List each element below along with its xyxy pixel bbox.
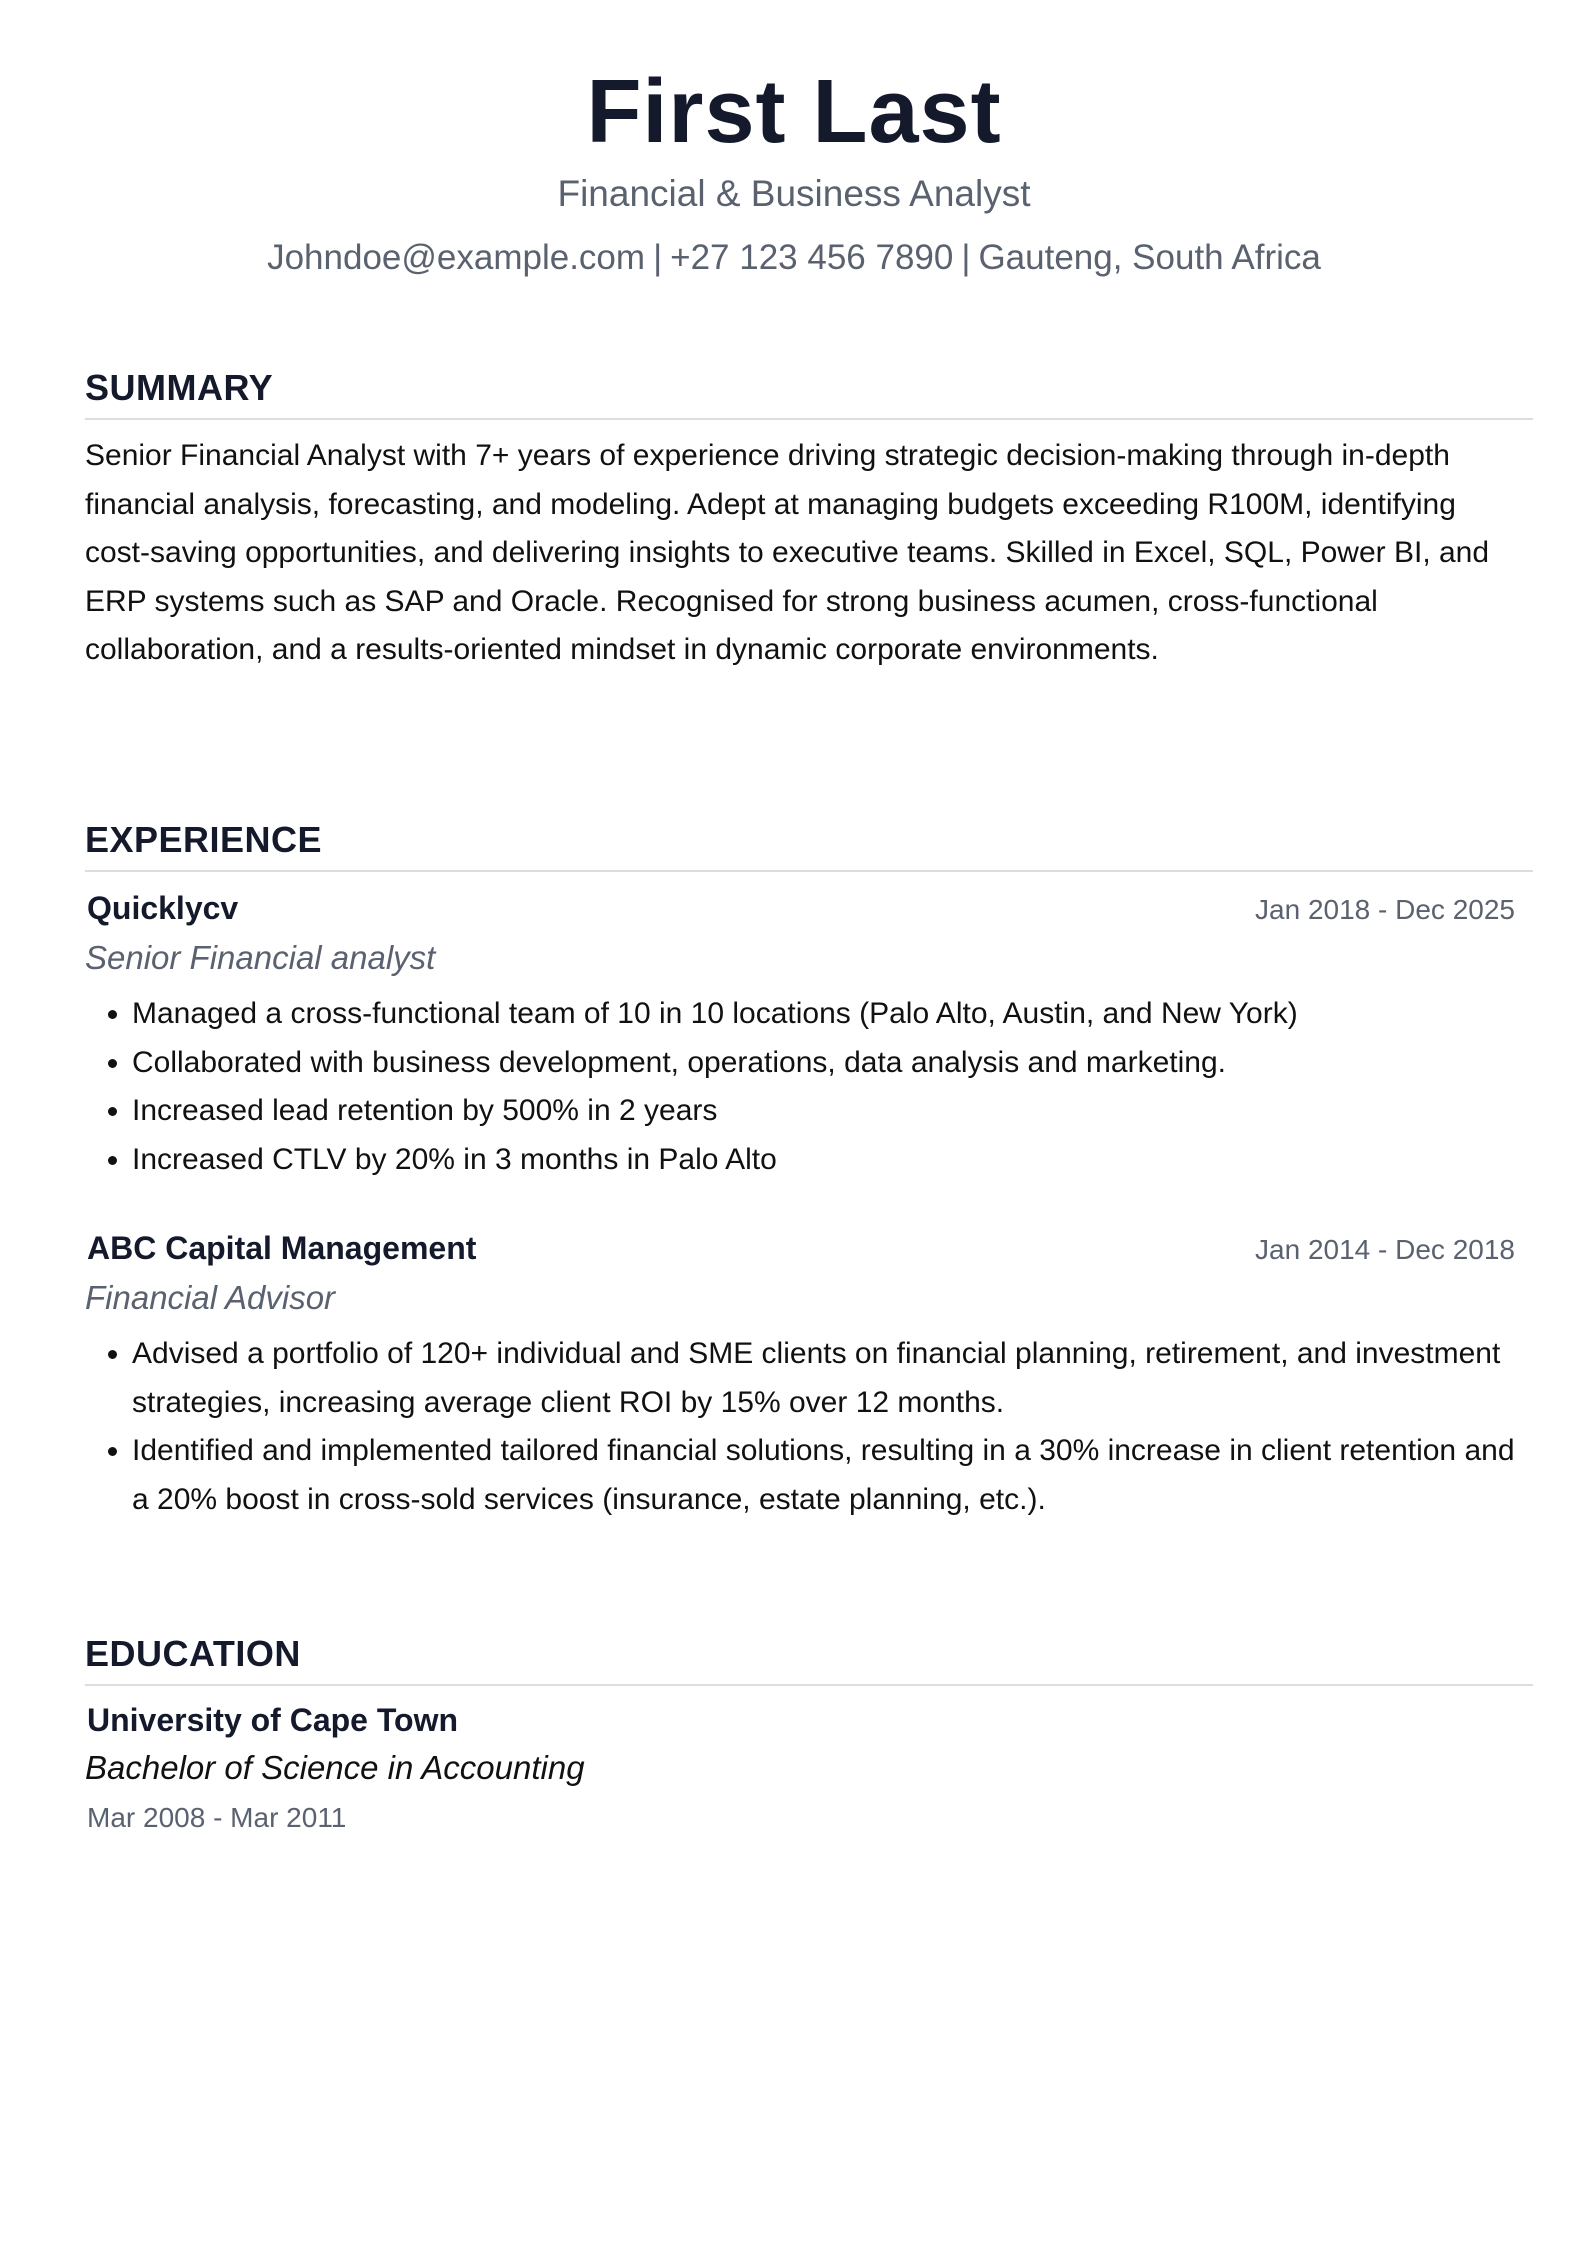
education-dates: Mar 2008 - Mar 2011 [87, 1802, 347, 1833]
job-title: Senior Financial analyst [85, 939, 436, 976]
employment-dates: Jan 2018 - Dec 2025 [1255, 894, 1515, 925]
responsibility-item: • Collaborated with business development, operations, data analysis and marketing. [132, 1039, 1518, 1088]
section-divider [85, 870, 1533, 872]
summary-section [85, 366, 1518, 675]
degree-name: Bachelor of Science in Accounting [85, 1749, 585, 1786]
company-name: ABC Capital Management [87, 1230, 477, 1266]
responsibility-item: • Increased lead retention by 500% in 2 years [132, 1087, 1518, 1136]
responsibility-item: • Identified and implemented tailored financial solutions, resulting in a 30% increase in client retention and a 20% boost in cross-sold services (insurance, estate planning, etc.). [132, 1427, 1518, 1524]
contact-line [85, 236, 1503, 280]
education-heading: EDUCATION [85, 1633, 301, 1674]
experience-entry [85, 886, 1518, 1184]
school-name: University of Cape Town [87, 1702, 459, 1738]
responsibility-item: • Advised a portfolio of 120+ individual and SME clients on financial planning, retirement, and investment strategies, increasing average client ROI by 15% over 12 months. [132, 1330, 1518, 1427]
experience-entry-header [85, 886, 1518, 932]
candidate-name: First Last [586, 62, 1002, 162]
contact-separator: | [961, 238, 971, 277]
experience-entry [85, 1226, 1518, 1524]
experience-entry-header [85, 1226, 1518, 1272]
education-section [85, 1632, 1518, 1838]
summary-text: Senior Financial Analyst with 7+ years of experience driving strategic decision-making through in-depth financial analysis, forecasting, and modeling. Adept at managing budgets exceeding R100M, identifying cost-saving opportunities, and delivering insights to executive teams. Skilled in Excel, SQL, Power BI, and ERP systems such as SAP and Oracle. Recognised for strong business acumen, cross-functional collaboration, and a results-oriented mindset in dynamic corporate environments. [85, 439, 1490, 666]
employment-dates: Jan 2014 - Dec 2018 [1255, 1234, 1515, 1265]
section-divider [85, 418, 1533, 420]
job-title: Financial Advisor [85, 1279, 336, 1316]
responsibility-item: • Managed a cross-functional team of 10 in 10 locations (Palo Alto, Austin, and New York) [132, 990, 1518, 1039]
experience-section [85, 818, 1518, 1524]
contact-email: Johndoe@example.com [267, 238, 646, 277]
responsibility-list [85, 1330, 1518, 1524]
experience-heading: EXPERIENCE [85, 819, 323, 860]
section-divider [85, 1684, 1533, 1686]
contact-location: Gauteng, South Africa [978, 238, 1321, 277]
candidate-headline: Financial & Business Analyst [557, 173, 1031, 214]
company-name: Quicklycv [87, 890, 239, 926]
resume-header [85, 0, 1503, 280]
contact-separator: | [653, 238, 663, 277]
summary-heading: SUMMARY [85, 367, 274, 408]
responsibility-list [85, 990, 1518, 1184]
contact-phone: +27 123 456 7890 [670, 238, 954, 277]
responsibility-item: • Increased CTLV by 20% in 3 months in Palo Alto [132, 1136, 1518, 1185]
